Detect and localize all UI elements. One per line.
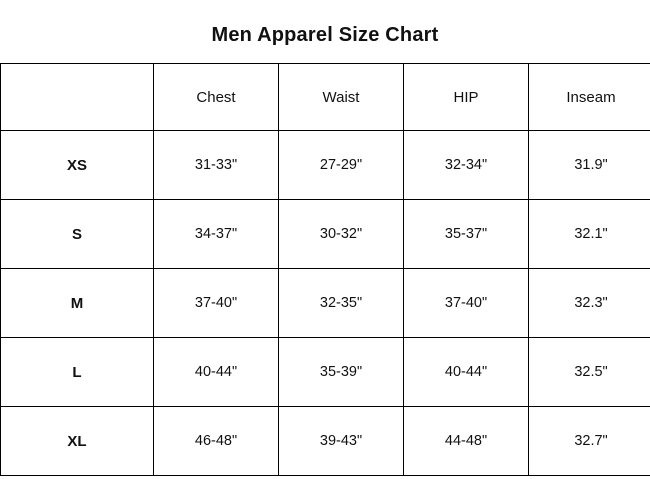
cell-waist: 27-29" xyxy=(279,131,404,200)
column-header-waist: Waist xyxy=(279,64,404,131)
cell-waist: 32-35" xyxy=(279,269,404,338)
table-corner-cell xyxy=(1,64,154,131)
table-row xyxy=(1,407,650,476)
cell-hip: 32-34" xyxy=(404,131,529,200)
cell-inseam: 32.1" xyxy=(529,200,650,269)
cell-chest: 46-48" xyxy=(154,407,279,476)
table-row xyxy=(1,269,650,338)
cell-hip: 37-40" xyxy=(404,269,529,338)
row-size-label: M xyxy=(1,269,154,338)
cell-waist: 30-32" xyxy=(279,200,404,269)
table-row xyxy=(1,338,650,407)
size-chart-table xyxy=(0,63,650,476)
row-size-label: S xyxy=(1,200,154,269)
table-row xyxy=(1,200,650,269)
cell-chest: 37-40" xyxy=(154,269,279,338)
cell-hip: 44-48" xyxy=(404,407,529,476)
row-size-label: XS xyxy=(1,131,154,200)
table-header-row xyxy=(1,64,650,131)
column-header-inseam: Inseam xyxy=(529,64,650,131)
cell-inseam: 32.7" xyxy=(529,407,650,476)
column-header-chest: Chest xyxy=(154,64,279,131)
row-size-label: XL xyxy=(1,407,154,476)
column-header-hip: HIP xyxy=(404,64,529,131)
cell-chest: 34-37" xyxy=(154,200,279,269)
cell-chest: 31-33" xyxy=(154,131,279,200)
table-body xyxy=(1,131,650,476)
cell-inseam: 31.9" xyxy=(529,131,650,200)
page-title: Men Apparel Size Chart xyxy=(211,24,439,46)
cell-inseam: 32.3" xyxy=(529,269,650,338)
cell-hip: 40-44" xyxy=(404,338,529,407)
table-row xyxy=(1,131,650,200)
cell-waist: 35-39" xyxy=(279,338,404,407)
cell-waist: 39-43" xyxy=(279,407,404,476)
cell-inseam: 32.5" xyxy=(529,338,650,407)
table-header xyxy=(1,64,650,131)
cell-chest: 40-44" xyxy=(154,338,279,407)
row-size-label: L xyxy=(1,338,154,407)
cell-hip: 35-37" xyxy=(404,200,529,269)
